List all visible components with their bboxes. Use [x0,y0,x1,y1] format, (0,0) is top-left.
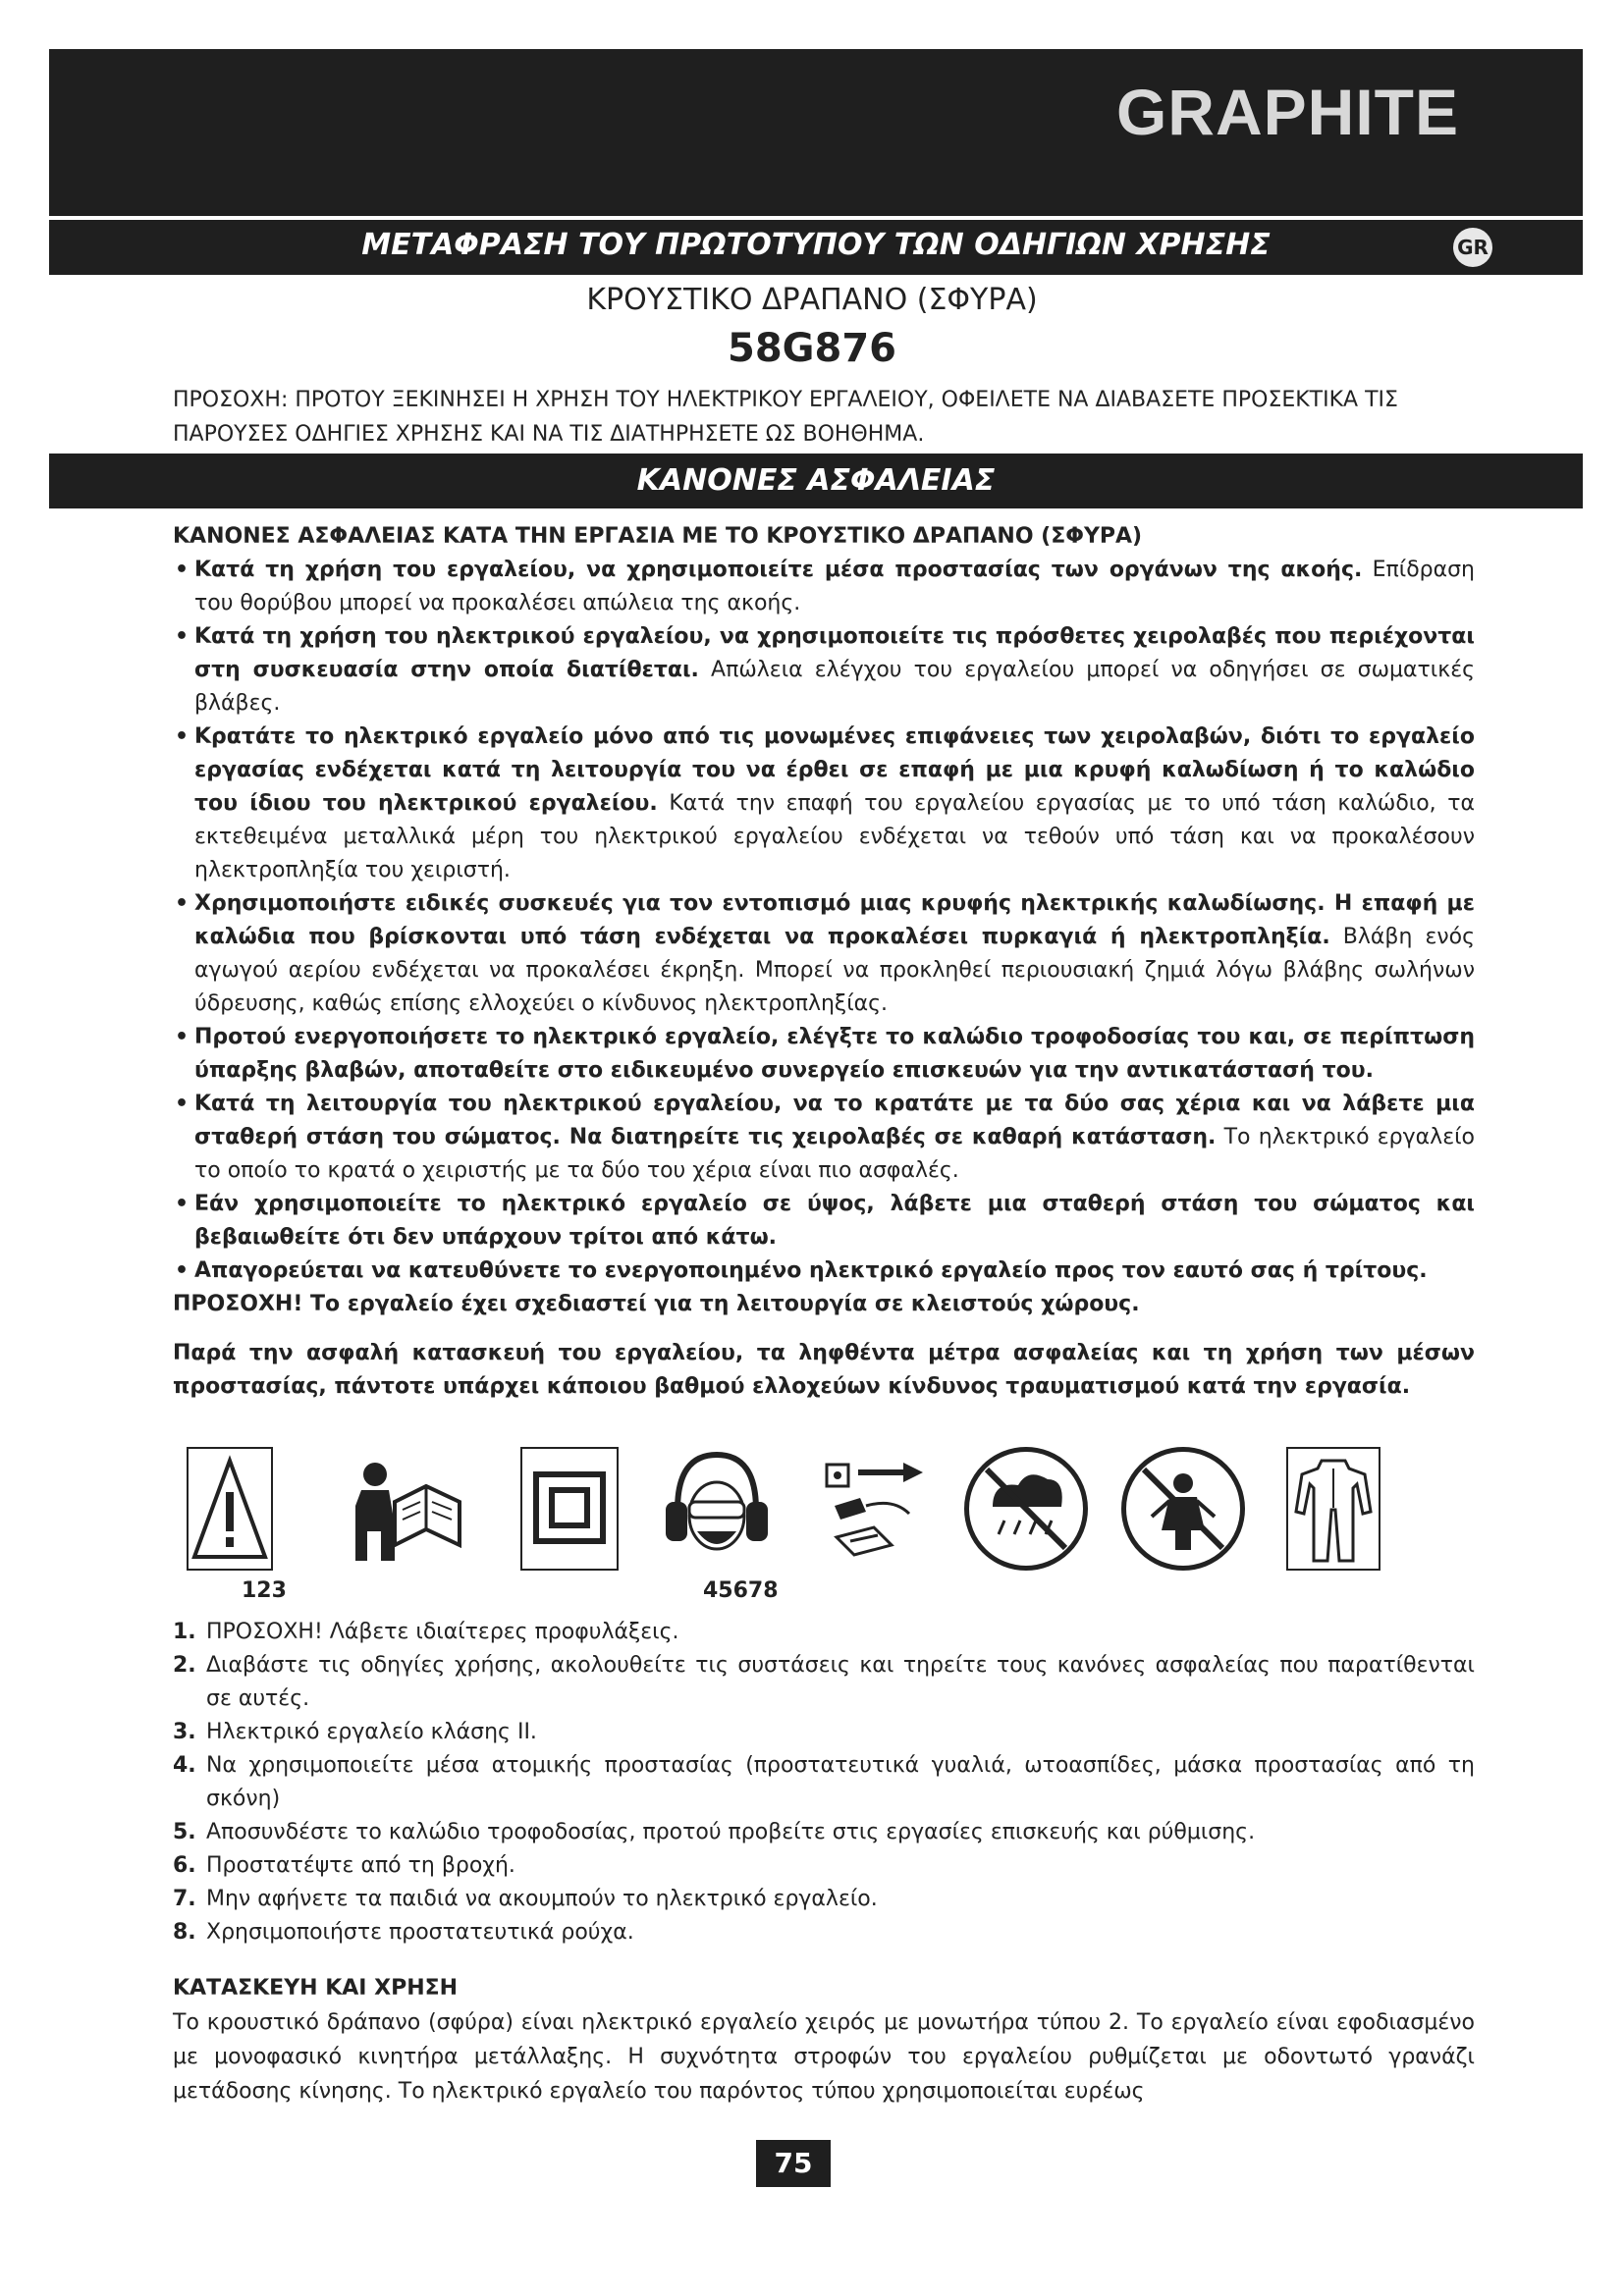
bullet-text: Κατά την επαφή του εργαλείου εργασίας με το υπό τάση καλώδιο, τα εκτεθειμένα μεταλλικά μέρη του ηλεκτρικού εργαλείου ενδέχεται να τεθούν υπό τάση και να προκαλέσουν ηλεκτροπληξία του χειριστή. [194,791,1475,882]
pictogram-labels [0,1578,1624,1608]
construction-text: Το κρουστικό δράπανο (σφύρα) είναι ηλεκτρικό εργαλείο χειρός με μονωτήρα τύπου 2. Το εργαλείο είναι εφοδιασμένο με μονοφασικό κινητήρα μετάλλαξης. Η συχνότητα στροφών του εργαλείου ρυθμίζεται με οδοντωτό γρανάζι μετάδοσης κίνησης. Το ηλεκτρικό εργαλείο του παρόντος τύπου χρησιμοποιείται ευρέως [173,2010,1475,2104]
item-number: 7. [173,1887,196,1911]
read-instructions-notice: ΠΡΟΣΟΧΗ: ΠΡΟΤΟΥ ΞΕΚΙΝΗΣΕΙ Η ΧΡΗΣΗ ΤΟΥ ΗΛΕΚΤΡΙΚΟΥ ΕΡΓΑΛΕΙΟΥ, ΟΦΕΙΛΕΤΕ ΝΑ ΔΙΑΒΑΣΕΤΕ ΠΡΟΣΕΚΤΙΚΑ ΤΙΣ ΠΑΡΟΥΣΕΣ ΟΔΗΓΙΕΣ ΧΡΗΣΗΣ ΚΑΙ ΝΑ ΤΙΣ ΔΙΑΤΗΡΗΣΕΤΕ ΩΣ ΒΟΗΘΗΜΑ. [173,388,1398,447]
list-item [173,1649,1475,1716]
warning-triangle-icon [187,1447,273,1571]
bullet-bold: Εάν χρησιμοποιείτε το ηλεκτρικό εργαλείο σε ύψος, λάβετε μια σταθερή στάση του σώματος και βεβαιωθείτε ότι δεν υπάρχουν τρίτοι από κάτω. [194,1192,1475,1250]
item-number: 1. [173,1620,196,1644]
bullet-text: Απώλεια ελέγχου του εργαλείου μπορεί να οδηγήσει σε σωματικές βλάβες. [194,658,1475,716]
list-item [173,1188,1475,1255]
read-manual-icon [352,1447,469,1571]
bullet-text: Το ηλεκτρικό εργαλείο το οποίο το κρατά ο χειριστής με τα δύο του χέρια είναι πιο ασφαλές. [194,1125,1475,1183]
item-text: ΠΡΟΣΟΧΗ! Λάβετε ιδιαίτερες προφυλάξεις. [206,1620,679,1644]
subheader-title: ΜΕΤΑΦΡΑΣΗ ΤΟΥ ΠΡΩΤΟΤΥΠΟΥ ΤΩΝ ΟΔΗΓΙΩΝ ΧΡΗΣΗΣ [361,228,1271,262]
construction-heading: ΚΑΤΑΣΚΕΥΗ ΚΑΙ ΧΡΗΣΗ [173,1976,459,2001]
list-item [173,721,1475,887]
symbol-list [173,1616,1475,1949]
item-text: Προστατέψτε από τη βροχή. [206,1853,515,1878]
list-item [173,554,1475,620]
safety-section-title: ΚΑΝΟΝΕΣ ΑΣΦΑΛΕΙΑΣ [49,454,1583,508]
item-number: 6. [173,1853,196,1878]
list-item [173,1255,1475,1288]
item-number: 4. [173,1753,196,1778]
language-badge: GR [1453,228,1492,267]
list-item [173,1088,1475,1188]
list-item [173,1021,1475,1088]
item-number: 8. [173,1920,196,1945]
bullet-text: Επίδραση του θορύβου μπορεί να προκαλέσει απώλεια της ακοής. [194,558,1476,615]
pictogram-row [187,1447,1404,1575]
safety-subheading: ΚΑΝΟΝΕΣ ΑΣΦΑΛΕΙΑΣ ΚΑΤΑ ΤΗΝ ΕΡΓΑΣΙΑ ΜΕ ΤΟ ΚΡΟΥΣΤΙΚΟ ΔΡΑΠΑΝΟ (ΣΦΥΡΑ) [173,524,1143,549]
subheader-bar [49,220,1583,275]
list-item [173,620,1475,721]
unplug-icon [815,1447,933,1571]
item-text: Αποσυνδέστε το καλώδιο τροφοδοσίας, προτού προβείτε στις εργασίες επισκευής και ρύθμισης. [206,1820,1256,1844]
bullet-bold: Χρησιμοποιήστε ειδικές συσκευές για τον εντοπισμό μιας κρυφής ηλεκτρικής καλωδίωσης. Η επαφή με καλώδια που βρίσκονται υπό τάση ενδέχεται να προκαλέσει πυρκαγιά ή ηλεκτροπληξία. [194,891,1475,949]
list-item [173,1749,1475,1816]
document-title: ΚΡΟΥΣΤΙΚΟ ΔΡΑΠΑΝΟ (ΣΦΥΡΑ) [586,283,1038,317]
safety-bullet-list [173,554,1475,1288]
bullet-text: Βλάβη ενός αγωγού αερίου ενδέχεται να προκαλέσει έκρηξη. Μπορεί να προκληθεί περιουσιακή ζημιά λόγω βλάβης σωλήνων ύδρευσης, καθώς επίσης ελλοχεύει ο κίνδυνος ηλεκτροπληξίας. [194,925,1475,1016]
item-text: Διαβάστε τις οδηγίες χρήσης, ακολουθείτε τις συστάσεις και τηρείτε τους κανόνες ασφαλείας που παρατίθενται σε αυτές. [206,1653,1475,1711]
bullet-bold: Κατά τη λειτουργία του ηλεκτρικού εργαλείου, να το κρατάτε με τα δύο σας χέρια και να λάβετε μια σταθερή στάση του σώματος. Να διατηρείτε τις χειρολαβές σε καθαρή κατάσταση. [194,1092,1475,1149]
list-item [173,887,1475,1021]
item-number: 5. [173,1820,196,1844]
bullet-bold: Κρατάτε το ηλεκτρικό εργαλείο μόνο από τις μονωμένες επιφάνειες των χειρολαβών, διότι το εργαλείο εργασίας ενδέχεται κατά τη λειτουργία του να έρθει σε επαφή με μια κρυφή καλωδίωση ή το καλώδιο του ίδιου του ηλεκτρικού εργαλείου. [194,724,1475,816]
brand-logo: GRAPHITE [1115,76,1459,148]
pictogram-label-left: 123 [242,1578,287,1603]
bullet-bold: Απαγορεύεται να κατευθύνετε το ενεργοποιημένο ηλεκτρικό εργαλείο προς τον εαυτό σας ή τρίτους. [194,1258,1428,1283]
no-rain-icon [964,1447,1088,1571]
bullet-bold: Κατά τη χρήση του ηλεκτρικού εργαλείου, να χρησιμοποιείτε τις πρόσθετες χειρολαβές που περιέχονται στη συσκευασία στην οποία διατίθεται. [194,624,1475,682]
residual-risk-note: Παρά την ασφαλή κατασκευή του εργαλείου, τα ληφθέντα μέτρα ασφαλείας και τη χρήση των μέσων προστασίας, πάντοτε υπάρχει κάποιου βαθμού ελλοχεύων κίνδυνος τραυματισμού κατά την εργασία. [173,1341,1475,1399]
item-number: 3. [173,1720,196,1744]
item-text: Να χρησιμοποιείτε μέσα ατομικής προστασίας (προστατευτικά γυαλιά, ωτοασπίδες, μάσκα προστασίας από τη σκόνη) [206,1753,1475,1811]
protective-clothing-icon [1286,1447,1380,1571]
symbol-explanations [173,1616,1475,1949]
construction-section [173,1971,1475,2109]
indoor-use-warning: ΠΡΟΣΟΧΗ! Το εργαλείο έχει σχεδιαστεί για τη λειτουργία σε κλειστούς χώρους. [173,1292,1140,1316]
model-number: 58G876 [728,326,896,371]
list-item [173,1883,1475,1916]
list-item [173,1816,1475,1849]
item-text: Ηλεκτρικό εργαλείο κλάσης II. [206,1720,537,1744]
bullet-bold: Προτού ενεργοποιήσετε το ηλεκτρικό εργαλείο, ελέγξτε το καλώδιο τροφοδοσίας του και, σε περίπτωση ύπαρξης βλαβών, αποταθείτε στο ειδικευμένο συνεργείο επισκευών για την αντικατάστασή του. [194,1025,1475,1083]
bullet-bold: Κατά τη χρήση του εργαλείου, να χρησιμοποιείτε μέσα προστασίας των οργάνων της ακοής. [194,558,1363,582]
list-item [173,1916,1475,1949]
list-item [173,1849,1475,1883]
list-item [173,1716,1475,1749]
no-children-icon [1121,1447,1245,1571]
list-item [173,1616,1475,1649]
safety-rules [173,520,1475,1404]
page-number: 75 [756,2140,831,2187]
protective-gear-icon [658,1447,776,1571]
item-number: 2. [173,1653,196,1678]
item-text: Μην αφήνετε τα παιδιά να ακουμπούν το ηλεκτρικό εργαλείο. [206,1887,878,1911]
item-text: Χρησιμοποιήστε προστατευτικά ρούχα. [206,1920,634,1945]
pictogram-label-right: 45678 [703,1578,779,1603]
class-ii-icon [520,1447,619,1571]
